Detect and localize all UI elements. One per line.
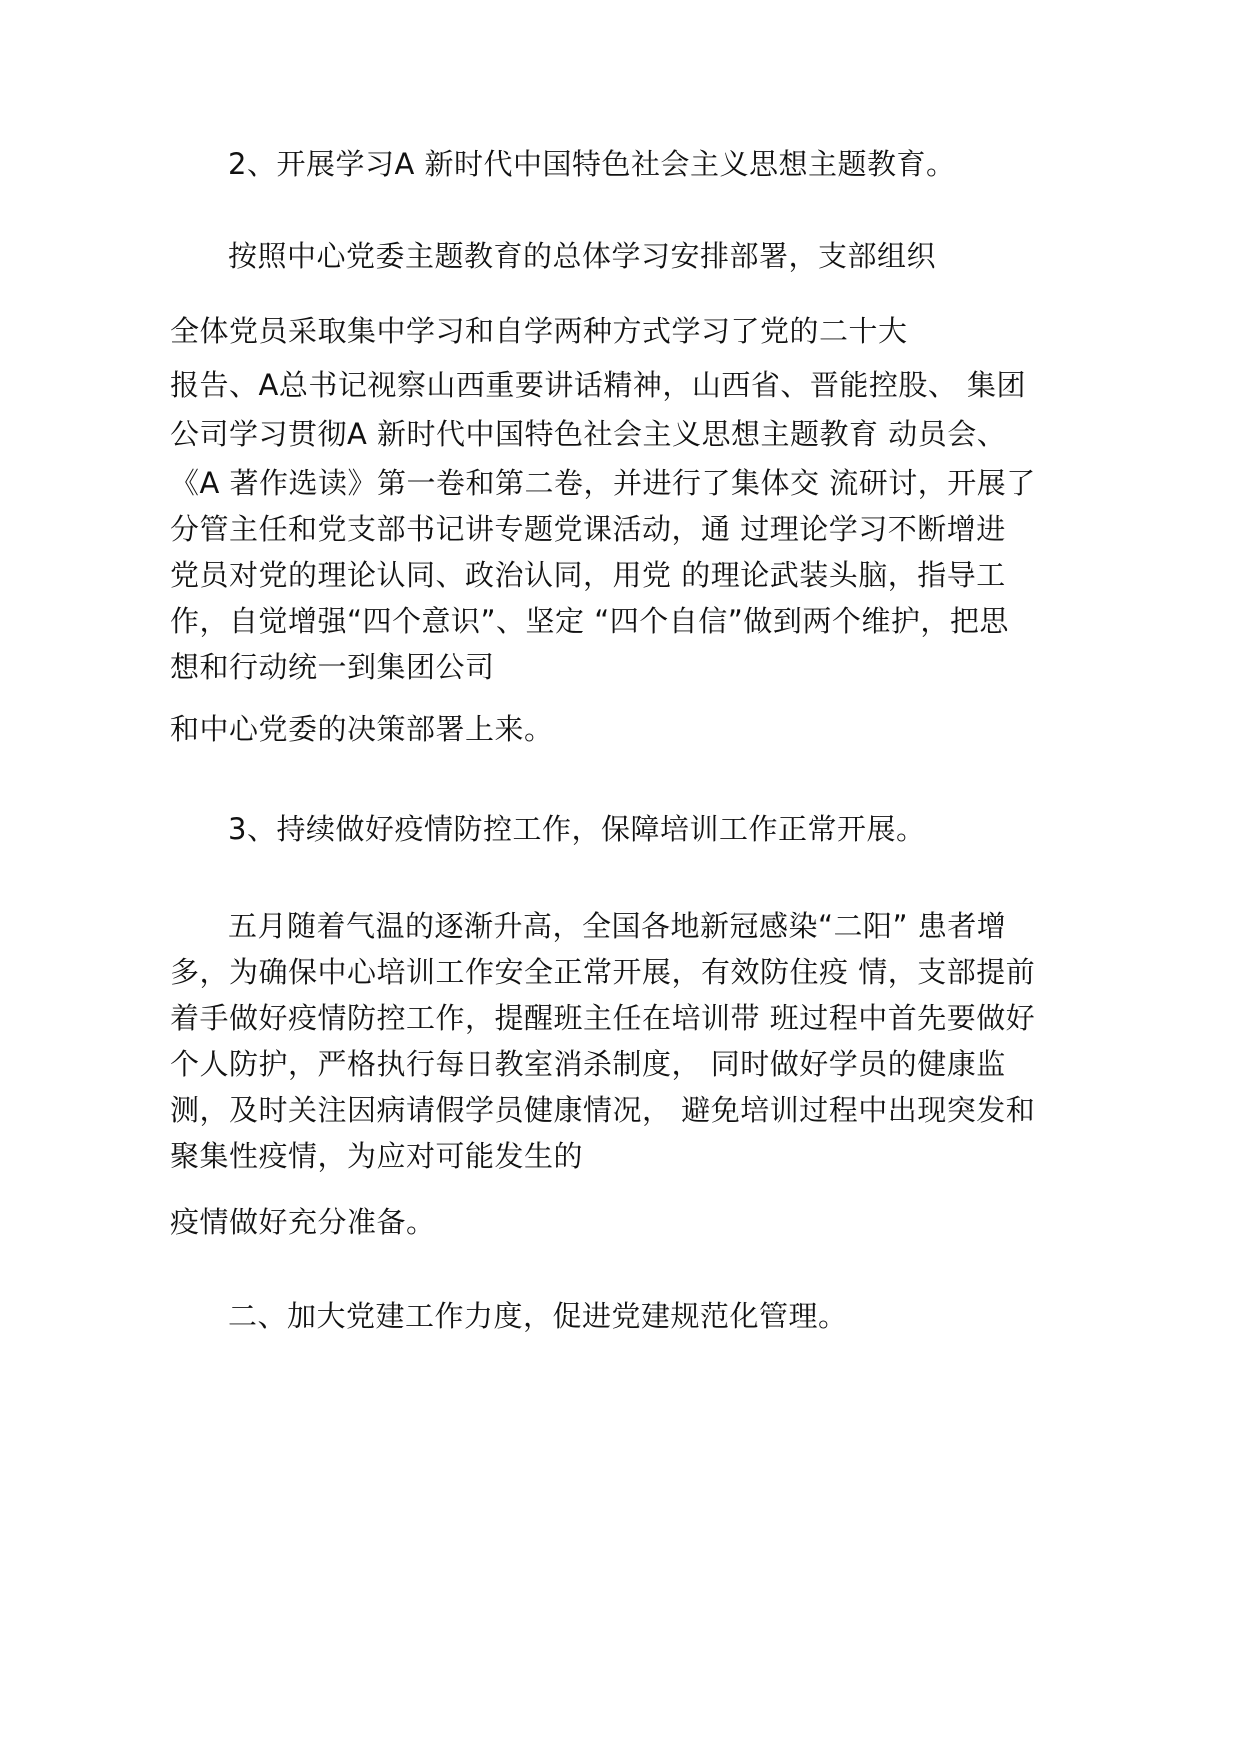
paragraph-line: 想和行动统一到集团公司	[170, 650, 495, 684]
paragraph-line: 聚集性疫情，为应对可能发生的	[170, 1139, 584, 1173]
paragraph-line: 和中心党委的决策部署上来。	[170, 712, 554, 746]
paragraph-line: 测，及时关注因病请假学员健康情况， 避免培训过程中出现突发和	[170, 1093, 1036, 1127]
part-2-heading: 二、加大党建工作力度，促进党建规范化管理。	[228, 1299, 848, 1333]
paragraph-line: 五月随着气温的逐渐升高，全国各地新冠感染“二阳” 患者增	[228, 909, 1007, 943]
paragraph-line: 党员对党的理论认同、政治认同，用党 的理论武装头脑，指导工	[170, 558, 1006, 592]
paragraph-line: 个人防护，严格执行每日教室消杀制度， 同时做好学员的健康监	[170, 1047, 1006, 1081]
section-3-heading: 3、持续做好疫情防控工作，保障培训工作正常开展。	[228, 812, 926, 846]
paragraph-line: 报告、A总书记视察山西重要讲话精神，山西省、晋能控股、 集团	[170, 368, 1027, 402]
paragraph-line: 全体党员采取集中学习和自学两种方式学习了党的二十大	[170, 314, 908, 348]
paragraph-line: 按照中心党委主题教育的总体学习安排部署，支部组织	[228, 239, 937, 273]
paragraph-line: 疫情做好充分准备。	[170, 1205, 436, 1239]
paragraph-line: 多，为确保中心培训工作安全正常开展，有效防住疫 情，支部提前	[170, 955, 1036, 989]
paragraph-line: 公司学习贯彻A 新时代中国特色社会主义思想主题教育 动员会、	[170, 417, 1007, 451]
paragraph-line: 作，自觉增强“四个意识”、坚定 “四个自信”做到两个维护，把思	[170, 604, 1009, 638]
paragraph-line: 着手做好疫情防控工作，提醒班主任在培训带 班过程中首先要做好	[170, 1001, 1036, 1035]
paragraph-line: 《A 著作选读》第一卷和第二卷，并进行了集体交 流研讨，开展了	[170, 466, 1036, 500]
section-2-heading: 2、开展学习A 新时代中国特色社会主义思想主题教育。	[228, 147, 956, 181]
paragraph-line: 分管主任和党支部书记讲专题党课活动，通 过理论学习不断增进	[170, 512, 1006, 546]
